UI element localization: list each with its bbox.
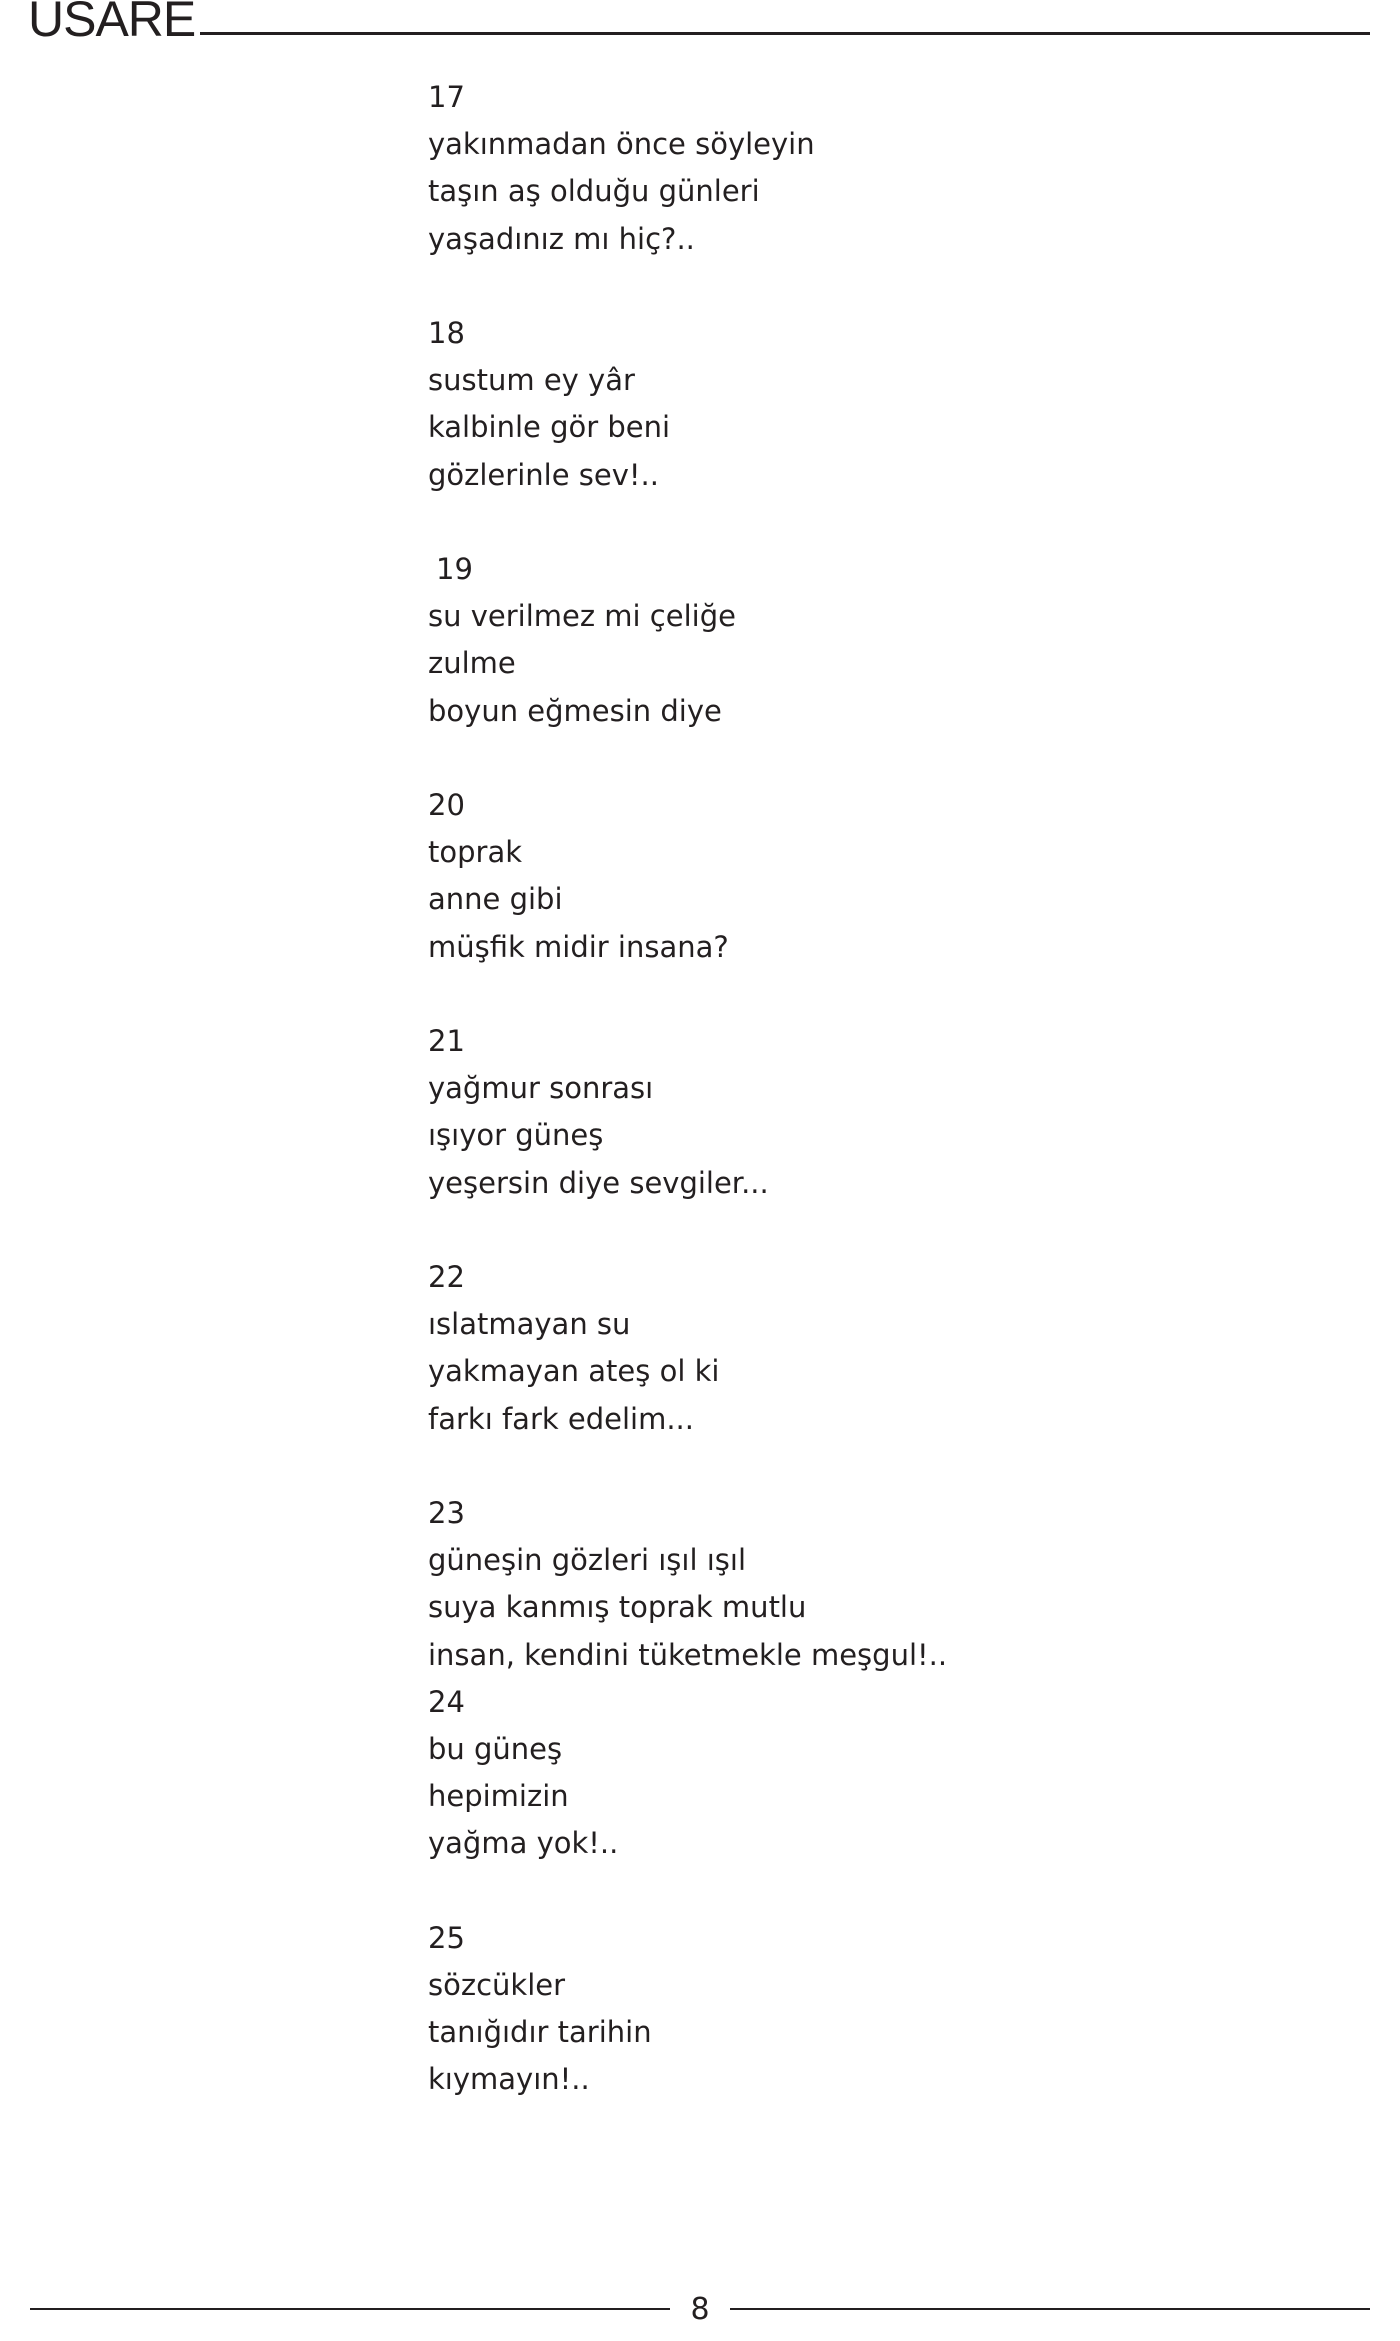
- stanza-line: yağmur sonrası: [428, 1071, 654, 1106]
- stanza-line: anne gibi: [428, 882, 563, 917]
- stanza-line: insan, kendini tüketmekle meşgul!..: [428, 1637, 948, 1672]
- stanza-line: yağma yok!..: [428, 1826, 619, 1861]
- stanza-20: [428, 782, 1328, 971]
- stanza-line: ışıyor güneş: [428, 1118, 604, 1153]
- stanza-line: bu güneş: [428, 1732, 563, 1767]
- stanza-number: 23: [428, 1496, 465, 1530]
- stanza-line: zulme: [428, 646, 516, 681]
- stanza-line: yeşersin diye sevgiler...: [428, 1165, 769, 1200]
- stanza-number: 22: [428, 1260, 465, 1294]
- stanza-line: yakınmadan önce söyleyin: [428, 127, 815, 162]
- stanza-18: [428, 310, 1328, 499]
- stanza-line: güneşin gözleri ışıl ışıl: [428, 1543, 747, 1578]
- stanza-line: sözcükler: [428, 1968, 566, 2003]
- footer-rule-right: [730, 2308, 1370, 2310]
- stanza-line: taşın aş olduğu günleri: [428, 174, 760, 209]
- stanza-line: boyun eğmesin diye: [428, 693, 722, 728]
- stanza-number: 24: [428, 1684, 465, 1719]
- page-header: [28, 0, 1370, 47]
- stanza-line: suya kanmış toprak mutlu: [428, 1590, 807, 1625]
- stanza-21: [428, 1018, 1328, 1207]
- stanza-line: yaşadınız mı hiç?..: [428, 221, 695, 256]
- running-title: USARE: [28, 0, 196, 47]
- stanza-line: yakmayan ateş ol ki: [428, 1354, 720, 1389]
- stanza-23: [428, 1490, 1328, 1679]
- stanza-line: müşfik midir insana?: [428, 929, 729, 964]
- stanza-line: kalbinle gör beni: [428, 410, 671, 445]
- stanza-line: kıymayın!..: [428, 2062, 590, 2097]
- stanza-19: [428, 546, 1328, 735]
- stanza-line: gözlerinle sev!..: [428, 457, 659, 492]
- stanza-line: farkı fark edelim...: [428, 1401, 694, 1436]
- stanza-17: [428, 74, 1328, 263]
- stanza-number: 17: [428, 80, 465, 114]
- stanza-22: [428, 1254, 1328, 1443]
- page-number: 8: [690, 2292, 710, 2327]
- footer-rule-left: [30, 2308, 670, 2310]
- stanza-line: hepimizin: [428, 1779, 569, 1814]
- page-footer: [30, 2290, 1370, 2330]
- stanza-line: ıslatmayan su: [428, 1307, 631, 1342]
- stanza-24: [428, 1679, 1328, 1868]
- header-rule: [200, 32, 1370, 35]
- stanza-line: su verilmez mi çeliğe: [428, 599, 736, 634]
- stanza-number: 19: [436, 552, 473, 586]
- stanza-line: sustum ey yâr: [428, 363, 635, 398]
- stanza-number: 21: [428, 1024, 465, 1058]
- poem-column: [428, 74, 1328, 2151]
- stanza-line: tanığıdır tarihin: [428, 2015, 652, 2050]
- stanza-number: 20: [428, 788, 465, 822]
- stanza-line: toprak: [428, 835, 523, 870]
- stanza-number: 18: [428, 316, 465, 350]
- stanza-number: 25: [428, 1920, 465, 1955]
- stanza-25: [428, 1915, 1328, 2104]
